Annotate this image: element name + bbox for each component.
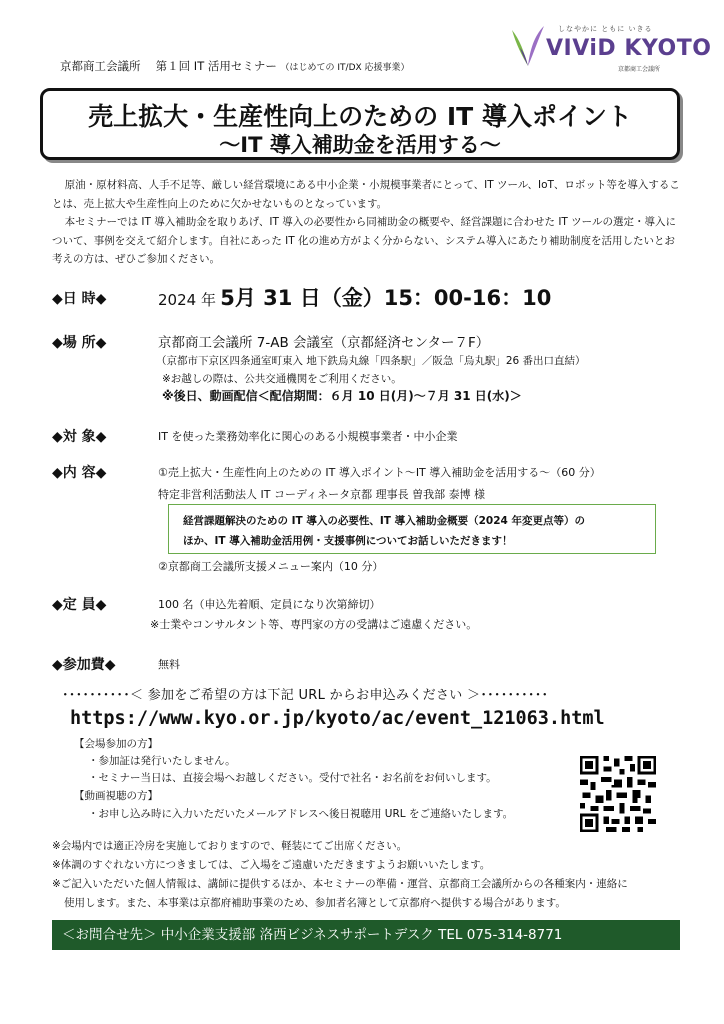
leaf-logo-icon [506, 22, 546, 72]
logo-brand: VIViD KYOTO [546, 36, 712, 61]
capacity-value: 100 名（申込先着順、定員になり次第締切） [158, 598, 381, 611]
video-viewer-heading: 【動画視聴の方】 [74, 790, 158, 802]
date-label: ◆日 時◆ [52, 291, 107, 307]
target-label: ◆対 象◆ [52, 429, 107, 445]
venue-attendee-heading: 【会場参加の方】 [74, 738, 158, 750]
fee-label: ◆参加費◆ [52, 657, 116, 673]
note-4: 使用します。また、本事業は京都府補助事業のため、参加者名簿として京都府へ提供する場合があります。 [64, 897, 566, 909]
project-name: （はじめての IT/DX 応援事業） [280, 63, 410, 73]
intro-paragraph-1: 原油・原材料高、人手不足等、厳しい経営環境にある中小企業・小規模事業者にとって、IT ツール、IoT、ロボット等を導入することは、売上拡大や生産性向上のために欠かせないものとなっています。 [52, 179, 680, 210]
fee-value: 無料 [158, 658, 180, 671]
venue-attendee-bullet-2: ・セミナー当日は、直接会場へお越しください。受付で社名・お名前をお伺いします。 [88, 772, 497, 784]
content-highlight-box [168, 504, 656, 554]
content-item-2: ②京都商工会議所支援メニュー案内（10 分） [158, 560, 384, 573]
qr-code-icon[interactable] [580, 756, 656, 832]
page-subtitle: ～IT 導入補助金を活用する～ [219, 133, 501, 157]
apply-prompt: ･･････････＜ 参加をご希望の方は下記 URL からお申込みください ＞･･････････ [62, 688, 549, 703]
target-value: IT を使った業務効率化に関心のある小規模事業者・中小企業 [158, 430, 458, 443]
content-item-1: ①売上拡大・生産性向上のための IT 導入ポイント～IT 導入補助金を活用する～（60 分） [158, 466, 601, 479]
video-delivery: ※後日、動画配信＜配信期間：６月 10 日(月)～７月 31 日(水)＞ [162, 389, 522, 403]
venue-name: 京都商工会議所 7-AB 会議室（京都経済センター７F） [158, 335, 490, 351]
venue-note: ※お越しの際は、公共交通機関をご利用ください。 [162, 373, 402, 385]
header-line [60, 58, 410, 74]
highlight-line-2: ほか、IT 導入補助金活用例・支援事例についてお話しいただきます！ [183, 535, 513, 547]
note-1: ※会場内では適正冷房を実施しておりますので、軽装にてご出席ください。 [52, 840, 408, 852]
registration-url[interactable]: https://www.kyo.or.jp/kyoto/ac/event_121063.html [70, 708, 605, 729]
capacity-label: ◆定 員◆ [52, 597, 107, 613]
seminar-name: 第１回 IT 活用セミナー [155, 59, 277, 73]
intro-text [52, 176, 682, 269]
content-label: ◆内 容◆ [52, 465, 107, 481]
date-value [158, 282, 551, 312]
intro-paragraph-2: 本セミナーでは IT 導入補助金を取りあげ、IT 導入の必要性から同補助金の概要や、経営課題に合わせた IT ツールの選定・導入について、事例を交えて紹介します。自社にあった IT 化の進め方がよく分からない、システム導入にあたり補助制度を活用したいとお考えの方は、ぜひご参加ください。 [52, 216, 676, 266]
note-3: ※ご記入いただいた個人情報は、講師に提供するほか、本セミナーの準備・運営、京都商工会議所からの各種案内・連絡に [52, 878, 628, 890]
date-year: 2024 年 [158, 291, 216, 309]
title-box [40, 88, 680, 160]
video-viewer-bullet-1: ・お申し込み時に入力いただいたメールアドレスへ後日視聴用 URL をご連絡いたします。 [88, 808, 514, 820]
venue-label: ◆場 所◆ [52, 335, 107, 351]
date-day: 5月 31 日（金）15：00-16：10 [220, 286, 552, 310]
logo-tagline: しなやかに ともに いきる [558, 25, 653, 33]
vivid-kyoto-logo [506, 22, 712, 73]
contact-bar: ＜お問合せ先＞ 中小企業支援部 洛西ビジネスサポートデスク TEL 075-314-8771 [52, 920, 680, 950]
venue-attendee-bullet-1: ・参加証は発行いたしません。 [88, 755, 236, 767]
capacity-note: ※士業やコンサルタント等、専門家の方の受講はご遠慮ください。 [150, 618, 478, 631]
venue-address: （京都市下京区四条通室町東入 地下鉄烏丸線「四条駅」／阪急「烏丸駅」26 番出口直結） [156, 355, 586, 367]
note-2: ※体調のすぐれない方につきましては、ご入場をご遠慮いただきますようお願いいたします。 [52, 859, 491, 871]
organizer: 京都商工会議所 [60, 59, 141, 73]
logo-org: 京都商工会議所 [618, 66, 661, 73]
page-title: 売上拡大・生産性向上のための IT 導入ポイント [88, 102, 632, 131]
highlight-line-1: 経営課題解決のための IT 導入の必要性、IT 導入補助金概要（2024 年変更点等）の [183, 515, 585, 527]
speaker: 特定非営利活動法人 IT コーディネータ京都 理事長 曽我部 泰博 様 [158, 488, 486, 501]
